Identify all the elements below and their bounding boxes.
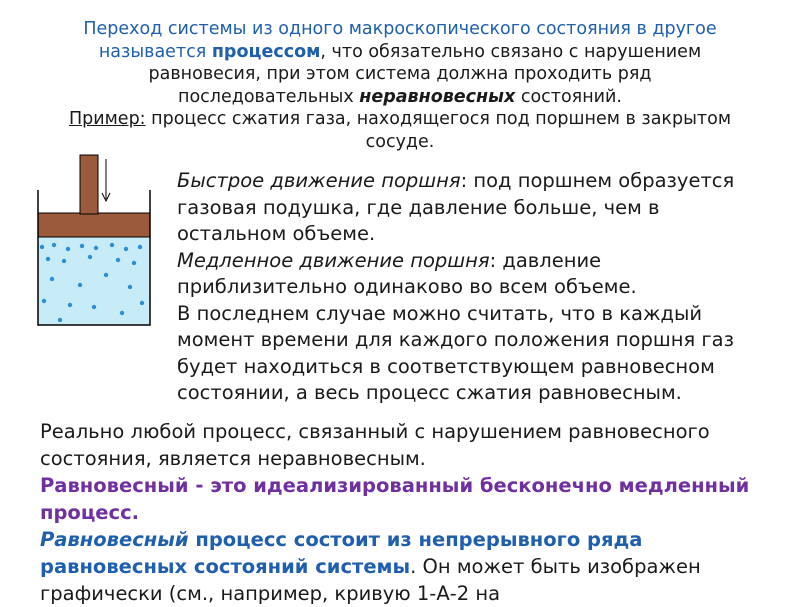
gas-molecule-dot bbox=[58, 318, 62, 322]
equilibrium-rest: процесс состоит из непрерывного ряда равновесных состояний системы bbox=[40, 528, 643, 578]
gas-volume bbox=[38, 237, 150, 325]
gas-molecule-dot bbox=[40, 245, 44, 249]
gas-molecule-dot bbox=[132, 261, 136, 265]
gas-molecule-dot bbox=[46, 257, 50, 261]
intro-part1: Переход системы из одного макроскопического состояния в другое называется bbox=[83, 19, 717, 62]
gas-molecule-dot bbox=[104, 273, 108, 277]
conclusion-text: В последнем случае можно считать, что в каждый момент времени для каждого положения поршня газ будет находиться в соответствующем равновесном состоянии, а весь процесс сжатия равновесным. bbox=[177, 301, 734, 404]
gas-molecule-dot bbox=[124, 247, 128, 251]
gas-molecule-dot bbox=[138, 245, 142, 249]
equilibrium-definition: Равновесный - это идеализированный бесконечно медленный процесс. bbox=[40, 474, 750, 524]
example-label: Пример: bbox=[68, 109, 146, 129]
gas-molecule-dot bbox=[120, 311, 124, 315]
piston-plate bbox=[38, 213, 150, 237]
gas-molecule-dot bbox=[80, 244, 84, 248]
gas-molecule-dot bbox=[92, 305, 96, 309]
gas-molecule-dot bbox=[52, 243, 56, 247]
gas-molecule-dot bbox=[62, 259, 66, 263]
intro-part2: , что обязательно связано с нарушением равновесия, при этом система должна проходить ряд последовательных bbox=[148, 41, 702, 107]
fast-motion-text: : под поршнем образуется газовая подушка, где давление больше, чем в остальном объеме. bbox=[177, 169, 735, 245]
equilibrium-term: Равновесный bbox=[40, 528, 189, 551]
piston-vessel-illustration bbox=[30, 145, 155, 330]
intro-part3: состояний. bbox=[515, 86, 622, 107]
bottom-tail: . Он может быть изображен графически (см., например, кривую 1-А-2 на bbox=[40, 555, 701, 605]
gas-molecule-dot bbox=[78, 283, 82, 287]
gas-molecule-dot bbox=[116, 258, 120, 262]
slow-motion-text: : давление приблизительно одинаково во всем объеме. bbox=[177, 248, 637, 298]
example-text: процесс сжатия газа, находящегося под поршнем в закрытом сосуде. bbox=[145, 109, 732, 152]
gas-molecule-dot bbox=[128, 285, 132, 289]
fast-motion-label: Быстрое движение поршня bbox=[177, 169, 461, 192]
gas-molecule-dot bbox=[140, 301, 144, 305]
side-text bbox=[177, 168, 737, 407]
piston-rod bbox=[80, 155, 98, 214]
slow-motion-label: Медленное движение поршня bbox=[177, 248, 490, 272]
process-term: процессом bbox=[211, 41, 321, 62]
bottom-line1: Реально любой процесс, связанный с нарушением равновесного состояния, является неравновесным. bbox=[40, 420, 710, 470]
gas-molecule-dot bbox=[94, 246, 98, 250]
gas-molecule-dot bbox=[110, 243, 114, 247]
gas-molecule-dot bbox=[42, 299, 46, 303]
gas-molecule-dot bbox=[68, 303, 72, 307]
bottom-text bbox=[40, 418, 780, 607]
nonequilibrium-term: неравновесных bbox=[359, 86, 516, 107]
gas-molecule-dot bbox=[88, 255, 92, 259]
intro-text bbox=[60, 18, 740, 153]
gas-molecule-dot bbox=[66, 247, 70, 251]
gas-molecule-dot bbox=[50, 277, 54, 281]
